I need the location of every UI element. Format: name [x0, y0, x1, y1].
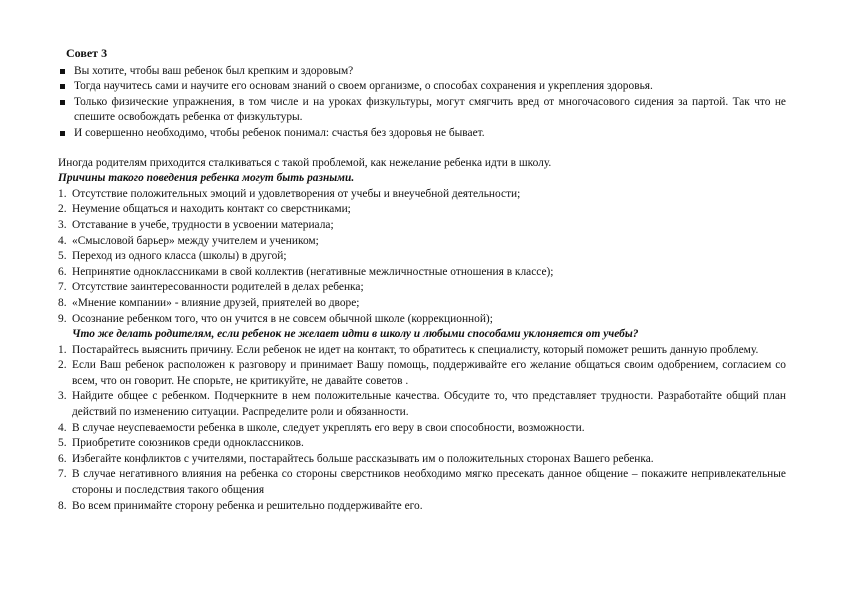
cause-item: 6. Непринятие одноклассниками в свой коллектив (негативные межличностные отношения в классе); — [58, 265, 554, 278]
causes-title: Причины такого поведения ребенка могут быть разными. — [58, 172, 355, 185]
causes-list — [58, 187, 786, 327]
action-item: 1. Постарайтесь выяснить причину. Если ребенок не идет на контакт, то обратитесь к специалисту, который поможет решить данную проблему. — [58, 343, 759, 356]
cause-item: 9. Осознание ребенком того, что он учится в не совсем обычной школе (коррекционной); — [58, 312, 493, 325]
bullet-item: И совершенно необходимо, чтобы ребенок понимал: счастья без здоровья не бывает. — [58, 126, 786, 142]
bullet-item: Тогда научитесь сами и научите его основам знаний о своем организме, о способах сохранения и укрепления здоровья. — [58, 79, 786, 95]
action-item: 3. Найдите общее с ребенком. Подчеркните в нем положительные качества. Обсудите то, что представляет трудности. Разработайте общий план действий по изменению ситуации. Распределите роли и обязанности. — [58, 390, 786, 419]
actions-list — [58, 343, 786, 515]
cause-item: 3. Отставание в учебе, трудности в усвоении материала; — [58, 218, 334, 231]
bullet-item: Только физические упражнения, в том числе и на уроках физкультуры, могут смягчить вред от многочасового сидения за партой. Так что не спешите освобождать ребенка от физкультуры. — [58, 95, 786, 126]
cause-item: 2. Неумение общаться и находить контакт со сверстниками; — [58, 203, 351, 216]
cause-item: 7. Отсутствие заинтересованности родителей в делах ребенка; — [58, 281, 364, 294]
action-item: 4. В случае неуспеваемости ребенка в школе, следует укреплять его веру в свои способности, возможности. — [58, 421, 585, 434]
advice-bullet-list — [58, 64, 786, 142]
actions-title: Что же делать родителям, если ребенок не желает идти в школу и любыми способами уклоняется от учебы? — [72, 328, 639, 341]
cause-item: 8. «Мнение компании» - влияние друзей, приятелей во дворе; — [58, 296, 360, 309]
cause-item: 5. Переход из одного класса (школы) в другой; — [58, 250, 287, 263]
intro-paragraph: Иногда родителям приходится сталкиваться с такой проблемой, как нежелание ребенка идти в школу. — [58, 156, 552, 169]
action-item: 5. Приобретите союзников среди одноклассников. — [58, 437, 304, 450]
action-item: 6. Избегайте конфликтов с учителями, постарайтесь больше рассказывать им о положительных сторонах Вашего ребенка. — [58, 452, 654, 465]
cause-item: 4. «Смысловой барьер» между учителем и учеником; — [58, 234, 319, 247]
document-body — [58, 46, 786, 514]
action-item: 2. Если Ваш ребенок расположен к разговору и принимает Вашу помощь, поддерживайте его желание общаться своим одобрением, согласием со всем, что он говорит. Не спорьте, не критикуйте, не давайте советов . — [58, 359, 786, 387]
action-item: 7. В случае негативного влияния на ребенка со стороны сверстников необходимо мягко пресекать данное общение – покажите непривлекательные стороны и последствия такого общения — [58, 468, 786, 497]
advice-heading: Совет 3 — [66, 46, 108, 60]
bullet-item: Вы хотите, чтобы ваш ребенок был крепким и здоровым? — [58, 64, 786, 80]
action-item: 8. Во всем принимайте сторону ребенка и решительно поддерживайте его. — [58, 499, 423, 512]
cause-item: 1. Отсутствие положительных эмоций и удовлетворения от учебы и внеучебной деятельности; — [58, 187, 521, 200]
spacer — [58, 142, 786, 156]
